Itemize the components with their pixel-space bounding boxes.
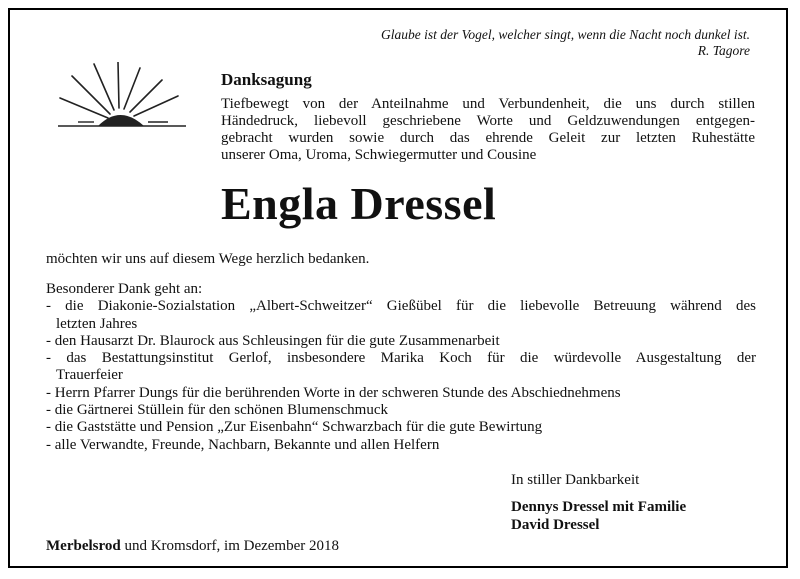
place-date-rest: und Kromsdorf, im Dezember 2018 [120, 538, 340, 554]
epigraph-text: Glaube ist der Vogel, welcher singt, wenn die Nacht noch dunkel ist. [381, 27, 750, 42]
thanks-line: möchten wir uns auf diesem Wege herzlich bedanken. [46, 251, 370, 267]
epigraph-author: R. Tagore [697, 43, 750, 58]
list-item: - den Hausarzt Dr. Blaurock aus Schleusingen für die gute Zusammenarbeit [46, 332, 500, 349]
intro-line: Tiefbewegt von der Anteilnahme und Verbundenheit, die uns durch stillen [221, 96, 755, 112]
list-item: - Herrn Pfarrer Dungs für die berührenden Worte in der schweren Stunde des Abschiednehmens [46, 384, 621, 401]
list-item: - die Gärtnerei Stüllein für den schönen Blumenschmuck [46, 402, 388, 419]
signature-block [511, 471, 686, 534]
list-item: - die Gaststätte und Pension „Zur Eisenbahn“ Schwarzbach für die gute Bewirtung [46, 419, 543, 436]
intro-line: gebracht wurden sowie durch das ehrende Geleit zur letzten Ruhestätte [221, 130, 755, 146]
deceased-name: Engla Dressel [221, 178, 497, 229]
list-item-continuation: Trauerfeier [56, 367, 123, 384]
place-date-line [46, 538, 339, 555]
list-item: - die Diakonie-Sozialstation „Albert-Schweitzer“ Gießübel für die liebevolle Betreuung während des [46, 298, 756, 315]
intro-line: unserer Oma, Uroma, Schwiegermutter und Cousine [221, 147, 537, 163]
special-thanks-list [46, 281, 756, 454]
list-item: - das Bestattungsinstitut Gerlof, insbesondere Marika Koch für die würdevolle Ausgestaltung der [46, 350, 756, 367]
signature-name-1: Dennys Dressel mit Familie [511, 499, 687, 515]
intro-paragraph [221, 96, 755, 164]
rising-sun-icon [58, 62, 186, 130]
list-item-continuation: letzten Jahres [56, 315, 138, 332]
signature-name-2: David Dressel [511, 517, 600, 533]
place-name: Merbelsrod [46, 538, 121, 554]
list-item: - alle Verwandte, Freunde, Nachbarn, Bekannte und allen Helfern [46, 436, 440, 453]
epigraph [381, 27, 750, 59]
special-thanks-intro: Besonderer Dank geht an: [46, 281, 203, 297]
intro-line: Händedruck, liebevoll geschriebene Worte und Geldzuwendungen entgegen- [221, 113, 755, 129]
signature-closing: In stiller Dankbarkeit [511, 472, 640, 488]
heading: Danksagung [221, 70, 312, 89]
